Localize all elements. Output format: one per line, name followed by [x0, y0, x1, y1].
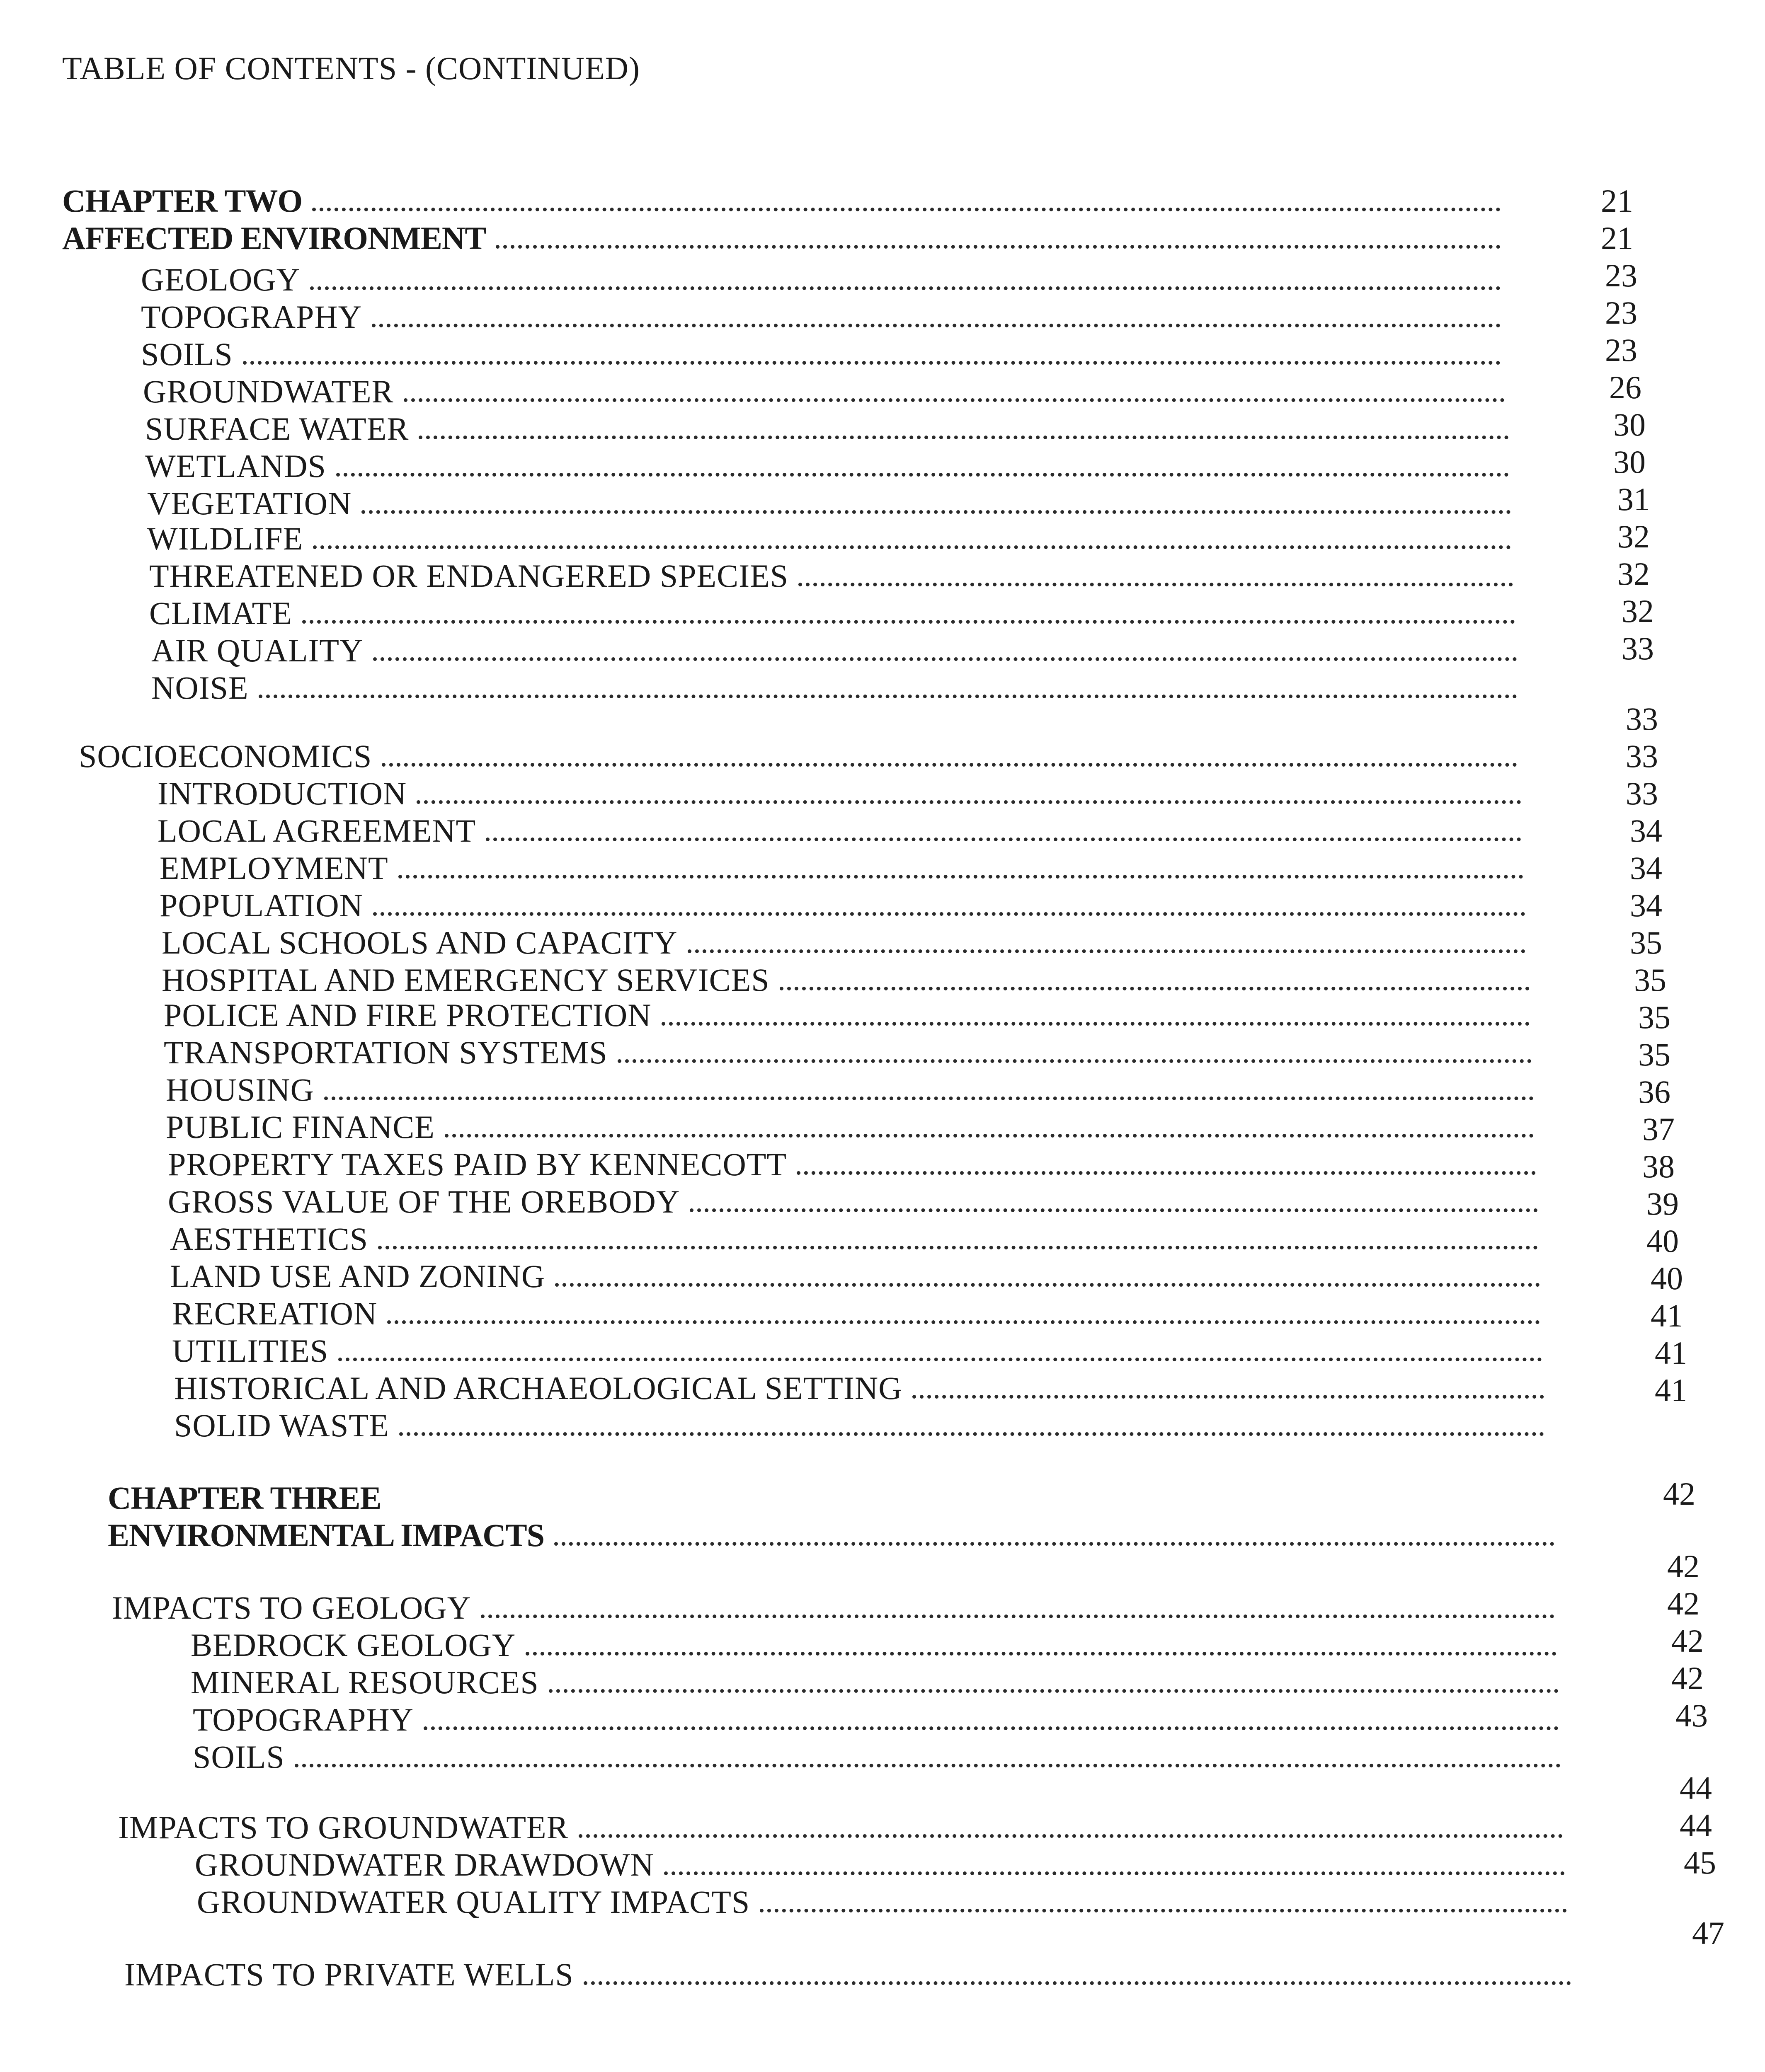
- dot-leader: [445, 1134, 1534, 1138]
- toc-entry-label: HOSPITAL AND EMERGENCY SERVICES: [162, 962, 770, 998]
- toc-entry: [193, 1701, 1559, 1738]
- toc-entry-label: AESTHETICS: [170, 1221, 368, 1257]
- toc-page-number: 37: [1642, 1111, 1675, 1147]
- toc-entry-label: EMPLOYMENT: [160, 850, 388, 886]
- toc-entry-label: ENVIRONMENTAL IMPACTS: [108, 1517, 545, 1553]
- dot-leader: [797, 1171, 1536, 1175]
- toc-entry: [197, 1883, 1567, 1921]
- toc-page-number: 23: [1605, 295, 1637, 331]
- dot-leader: [387, 1320, 1540, 1324]
- toc-entry: [168, 1183, 1538, 1220]
- dot-leader: [555, 1283, 1540, 1287]
- toc-page-number: 47: [1692, 1915, 1724, 1951]
- toc-entry: [166, 1109, 1534, 1146]
- toc-page-number: 21: [1601, 220, 1633, 256]
- toc-page-number: 26: [1609, 369, 1641, 405]
- toc-entry-label: SOILS: [193, 1739, 285, 1775]
- dot-leader: [618, 1059, 1532, 1063]
- toc-entry: [124, 1956, 1571, 1993]
- toc-page-number: 42: [1663, 1476, 1695, 1512]
- toc-page-number: 34: [1630, 850, 1662, 886]
- dot-leader: [398, 875, 1523, 879]
- dot-leader: [798, 583, 1513, 586]
- toc-entry: [118, 1809, 1563, 1846]
- toc-entry-label: RECREATION: [172, 1295, 378, 1331]
- dot-leader: [424, 1726, 1559, 1730]
- toc-entry-label: THREATENED OR ENDANGERED SPECIES: [149, 558, 789, 594]
- toc-page-number: 36: [1638, 1074, 1670, 1110]
- toc-entry: [162, 961, 1530, 999]
- toc-entry: [108, 1517, 1554, 1554]
- dot-leader: [688, 949, 1525, 953]
- toc-entry: [172, 1332, 1542, 1370]
- toc-entry-label: TOPOGRAPHY: [141, 299, 362, 335]
- dot-leader: [780, 987, 1530, 990]
- toc-page-number: 41: [1655, 1335, 1687, 1371]
- toc-page-number: 35: [1630, 925, 1662, 961]
- toc-page-number: 43: [1675, 1697, 1708, 1733]
- page-heading: TABLE OF CONTENTS - (CONTINUED): [62, 50, 640, 86]
- dot-leader: [912, 1395, 1544, 1399]
- dot-leader: [584, 1981, 1571, 1985]
- toc-page-number: 33: [1622, 630, 1654, 666]
- toc-entry: [141, 261, 1501, 298]
- dot-leader: [259, 695, 1517, 698]
- toc-entry-label: SURFACE WATER: [145, 411, 409, 447]
- toc-page-number: 30: [1613, 444, 1646, 480]
- toc-page-number: 44: [1680, 1770, 1712, 1806]
- toc-entry: [141, 336, 1501, 373]
- dot-leader: [481, 1615, 1554, 1618]
- dot-leader: [690, 1208, 1538, 1212]
- toc-entry: [149, 557, 1513, 595]
- dot-leader: [243, 361, 1501, 365]
- toc-entry: [164, 997, 1530, 1034]
- toc-page-number: 39: [1646, 1186, 1679, 1222]
- toc-page-number: 33: [1626, 738, 1658, 774]
- toc-entry-label: UTILITIES: [172, 1333, 329, 1369]
- toc-page-number: 42: [1671, 1623, 1704, 1659]
- dot-leader: [313, 545, 1511, 549]
- toc-page-number: 32: [1617, 518, 1650, 554]
- toc-entry-label: TOPOGRAPHY: [193, 1702, 414, 1738]
- toc-entry: [62, 220, 1501, 257]
- toc-page-number: 34: [1630, 813, 1662, 849]
- dot-leader: [579, 1834, 1563, 1838]
- dot-leader: [382, 763, 1517, 767]
- toc-entry-label: SOLID WASTE: [174, 1407, 389, 1443]
- toc-entry: [147, 485, 1511, 522]
- toc-entry-label: LOCAL SCHOOLS AND CAPACITY: [162, 925, 678, 961]
- toc-entry-label: GROUNDWATER: [143, 373, 394, 409]
- toc-page-number: 35: [1638, 1036, 1670, 1072]
- toc-page-number: 21: [1601, 183, 1633, 219]
- toc-entry-label: TRANSPORTATION SYSTEMS: [164, 1034, 608, 1070]
- toc-entry: [164, 1034, 1532, 1071]
- toc-entry: [143, 373, 1505, 410]
- toc-entry: [193, 1738, 1561, 1776]
- toc-entry: [158, 775, 1521, 812]
- dot-leader: [373, 912, 1525, 916]
- toc-page-number: 41: [1655, 1372, 1687, 1408]
- toc-page-number: 42: [1667, 1548, 1700, 1584]
- toc-entry: [158, 812, 1521, 850]
- toc-entry-label: IMPACTS TO GROUNDWATER: [118, 1809, 569, 1845]
- toc-entry: [170, 1258, 1540, 1295]
- toc-page-number: 30: [1613, 407, 1646, 443]
- toc-entry-label: VEGETATION: [147, 485, 352, 521]
- toc-entry: [162, 924, 1525, 961]
- dot-leader: [760, 1909, 1567, 1912]
- toc-entry-label: PROPERTY TAXES PAID BY KENNECOTT: [168, 1146, 787, 1182]
- toc-entry: [174, 1407, 1544, 1444]
- toc-entry-label: CLIMATE: [149, 595, 292, 631]
- toc-page-number: 38: [1642, 1148, 1675, 1184]
- toc-entry: [147, 520, 1511, 557]
- toc-entry-label: GROUNDWATER DRAWDOWN: [195, 1847, 654, 1883]
- dot-leader: [404, 398, 1505, 402]
- toc-page-number: 34: [1630, 887, 1662, 923]
- toc-entry-label: IMPACTS TO PRIVATE WELLS: [124, 1956, 574, 1992]
- dot-leader: [310, 286, 1501, 290]
- toc-entry: [195, 1846, 1565, 1883]
- toc-page-number: 32: [1617, 556, 1650, 592]
- toc-entry: [112, 1589, 1554, 1627]
- toc-entry: [151, 632, 1517, 669]
- dot-leader: [526, 1652, 1556, 1656]
- toc-entry-label: NOISE: [151, 670, 249, 706]
- toc-entry: [141, 298, 1501, 336]
- toc-entry-label: IMPACTS TO GEOLOGY: [112, 1590, 471, 1626]
- toc-page-number: 32: [1622, 593, 1654, 629]
- toc-page-number: 40: [1646, 1223, 1679, 1259]
- toc-page-number: 42: [1671, 1660, 1704, 1696]
- toc-entry-label: CHAPTER TWO: [62, 183, 303, 219]
- toc-entry-label: GEOLOGY: [141, 261, 300, 298]
- dot-leader: [419, 436, 1509, 439]
- toc-entry-label: HOUSING: [166, 1072, 314, 1108]
- dot-leader: [554, 1542, 1554, 1546]
- toc-entry: [145, 448, 1509, 485]
- toc-page-number: 40: [1651, 1260, 1683, 1296]
- toc-page-number: 35: [1638, 999, 1670, 1035]
- toc-entry: [145, 410, 1509, 448]
- toc-page-number: 41: [1651, 1297, 1683, 1334]
- toc-entry: [79, 738, 1517, 775]
- dot-leader: [399, 1432, 1544, 1436]
- toc-entry-label: WETLANDS: [145, 448, 326, 484]
- toc-entry: [149, 595, 1515, 632]
- toc-entry: [191, 1627, 1556, 1664]
- toc-page-number: 44: [1680, 1807, 1712, 1843]
- toc-page-number: 23: [1605, 332, 1637, 368]
- dot-leader: [361, 510, 1511, 514]
- dot-leader: [496, 245, 1501, 249]
- toc-page-number: 23: [1605, 257, 1637, 293]
- toc-entry: [191, 1664, 1559, 1701]
- dot-leader: [336, 473, 1509, 477]
- toc-page-number: 33: [1626, 701, 1658, 737]
- toc-entry: [160, 850, 1523, 887]
- toc-entry-label: SOCIOECONOMICS: [79, 738, 372, 774]
- toc-page-number: 45: [1684, 1844, 1716, 1881]
- toc-entry: [166, 1071, 1534, 1109]
- toc-entry: [62, 182, 1501, 220]
- toc-entry: [174, 1370, 1544, 1407]
- dot-leader: [417, 800, 1521, 804]
- toc-entry-label: AIR QUALITY: [151, 632, 364, 668]
- toc-entry-label: SOILS: [141, 336, 233, 372]
- toc-entry-label: GROSS VALUE OF THE OREBODY: [168, 1184, 680, 1220]
- toc-entry-label: MINERAL RESOURCES: [191, 1664, 539, 1700]
- toc-entry: [172, 1295, 1540, 1332]
- toc-page-number: 31: [1617, 481, 1650, 517]
- toc-entry-label: AFFECTED ENVIRONMENT: [62, 220, 486, 256]
- dot-leader: [662, 1022, 1530, 1026]
- toc-page-number: 33: [1626, 775, 1658, 811]
- toc-entry: [151, 669, 1517, 707]
- toc-entry-label: LAND USE AND ZONING: [170, 1258, 546, 1294]
- toc-entry-label: HISTORICAL AND ARCHAEOLOGICAL SETTING: [174, 1370, 902, 1406]
- toc-page-number: 42: [1667, 1585, 1700, 1622]
- toc-entry-label: LOCAL AGREEMENT: [158, 813, 476, 849]
- dot-leader: [312, 208, 1501, 211]
- dot-leader: [664, 1871, 1565, 1875]
- dot-leader: [549, 1689, 1559, 1693]
- toc-entry-label: BEDROCK GEOLOGY: [191, 1627, 516, 1663]
- toc-page-number: 35: [1634, 962, 1666, 998]
- dot-leader: [378, 1246, 1538, 1249]
- dot-leader: [324, 1097, 1534, 1100]
- dot-leader: [302, 620, 1515, 624]
- dot-leader: [373, 657, 1517, 661]
- dot-leader: [372, 324, 1501, 327]
- toc-entry: [168, 1146, 1536, 1183]
- toc-entry-label: WILDLIFE: [147, 520, 303, 557]
- toc-entry-label: PUBLIC FINANCE: [166, 1109, 435, 1145]
- toc-entry-label: POPULATION: [160, 887, 364, 923]
- dot-leader: [338, 1358, 1542, 1361]
- toc-entry: [170, 1220, 1538, 1258]
- toc-entry-label: GROUNDWATER QUALITY IMPACTS: [197, 1884, 750, 1920]
- toc-entry-label: CHAPTER THREE: [108, 1480, 381, 1516]
- toc-entry: [108, 1479, 1368, 1517]
- dot-leader: [486, 838, 1521, 841]
- dot-leader: [295, 1764, 1561, 1767]
- toc-entry: [160, 887, 1525, 924]
- toc-entry-label: INTRODUCTION: [158, 775, 407, 811]
- toc-entry-label: POLICE AND FIRE PROTECTION: [164, 997, 652, 1033]
